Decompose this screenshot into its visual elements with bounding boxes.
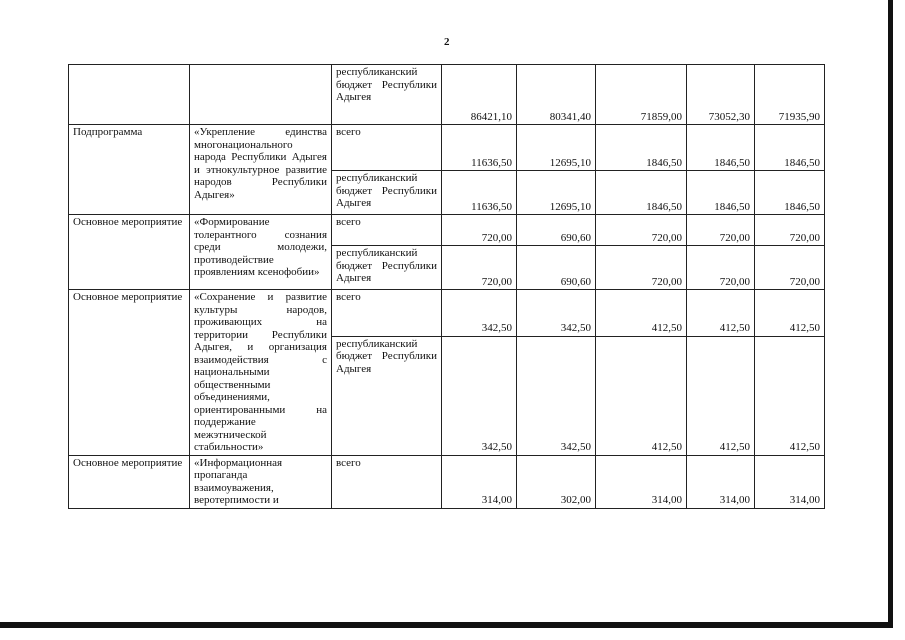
source-cell: республиканский бюджет Республики Адыгея [332,65,442,125]
name-cell [190,65,332,125]
value-cell: 71935,90 [755,65,825,125]
page-number: 2 [444,36,450,48]
value-cell: 720,00 [755,215,825,246]
table-row [69,215,825,246]
value-cell: 11636,50 [442,171,517,215]
value-cell: 73052,30 [687,65,755,125]
source-cell: всего [332,455,442,508]
source-cell: всего [332,290,442,337]
value-cell: 342,50 [517,336,596,455]
value-cell: 690,60 [517,246,596,290]
name-cell: «Укрепление единства многонационального народа Республики Адыгея и этнокультурное развитие народов Республики Адыгея» [190,125,332,215]
value-cell: 412,50 [596,290,687,337]
value-cell: 314,00 [442,455,517,508]
value-cell: 1846,50 [755,171,825,215]
source-cell: республиканский бюджет Республики Адыгея [332,246,442,290]
value-cell: 720,00 [596,246,687,290]
value-cell: 342,50 [442,290,517,337]
value-cell: 80341,40 [517,65,596,125]
table-row [69,290,825,337]
value-cell: 412,50 [596,336,687,455]
value-cell: 1846,50 [687,171,755,215]
value-cell: 342,50 [442,336,517,455]
value-cell: 1846,50 [596,125,687,171]
value-cell: 11636,50 [442,125,517,171]
value-cell: 86421,10 [442,65,517,125]
value-cell: 342,50 [517,290,596,337]
source-cell: республиканский бюджет Республики Адыгея [332,336,442,455]
value-cell: 1846,50 [687,125,755,171]
value-cell: 412,50 [755,336,825,455]
value-cell: 720,00 [596,215,687,246]
budget-table [68,64,825,509]
value-cell: 12695,10 [517,171,596,215]
table-row [69,455,825,508]
value-cell: 1846,50 [596,171,687,215]
source-cell: республиканский бюджет Республики Адыгея [332,171,442,215]
value-cell: 720,00 [442,215,517,246]
value-cell: 71859,00 [596,65,687,125]
name-cell: «Формирование толерантного сознания среди молодежи, противодействие проявлениям ксенофобии» [190,215,332,290]
type-cell: Основное мероприятие [69,215,190,290]
value-cell: 720,00 [442,246,517,290]
value-cell: 720,00 [687,215,755,246]
type-cell [69,65,190,125]
value-cell: 1846,50 [755,125,825,171]
value-cell: 412,50 [687,336,755,455]
value-cell: 314,00 [755,455,825,508]
value-cell: 412,50 [755,290,825,337]
table-row [69,65,825,125]
type-cell: Подпрограмма [69,125,190,215]
type-cell: Основное мероприятие [69,290,190,456]
value-cell: 690,60 [517,215,596,246]
page-edge-right [888,0,893,627]
table-row [69,125,825,171]
page-edge-bottom [0,622,893,628]
name-cell: «Информационная пропаганда взаимоуважения, веротерпимости и [190,455,332,508]
value-cell: 720,00 [755,246,825,290]
source-cell: всего [332,215,442,246]
name-cell: «Сохранение и развитие культуры народов, проживающих на территории Республики Адыгея, и организация взаимодействия с национальными общественными объединениями, ориентированными на поддержание межэтнической стабильности» [190,290,332,456]
value-cell: 412,50 [687,290,755,337]
value-cell: 302,00 [517,455,596,508]
type-cell: Основное мероприятие [69,455,190,508]
value-cell: 314,00 [596,455,687,508]
source-cell: всего [332,125,442,171]
value-cell: 314,00 [687,455,755,508]
value-cell: 720,00 [687,246,755,290]
value-cell: 12695,10 [517,125,596,171]
